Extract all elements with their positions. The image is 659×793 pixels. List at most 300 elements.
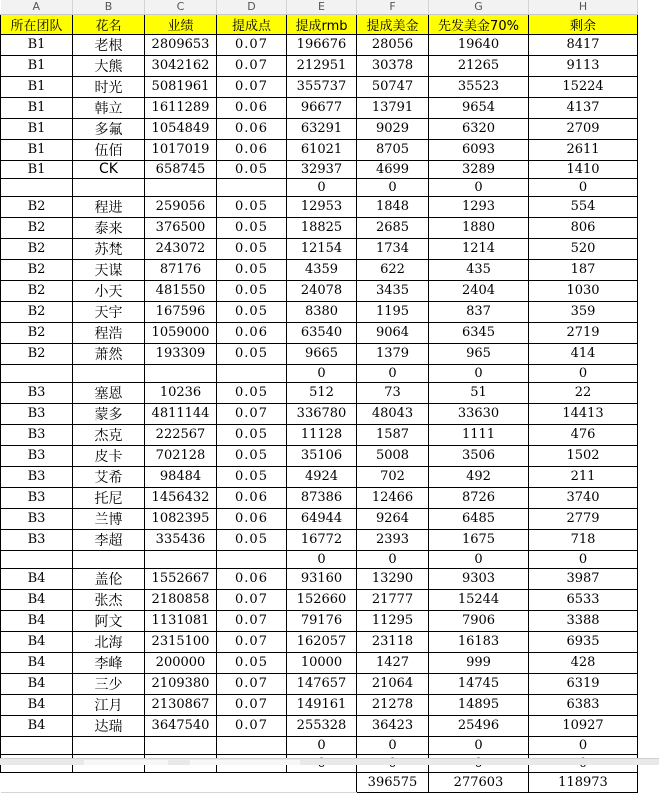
cell-remaining[interactable]: 211 <box>529 466 638 487</box>
cell-remaining[interactable]: 8417 <box>529 34 638 55</box>
cell-commission-usd[interactable]: 8705 <box>357 139 429 160</box>
cell-commission-usd[interactable]: 1379 <box>357 343 429 364</box>
cell-performance[interactable] <box>145 736 217 754</box>
cell-name[interactable]: 托尼 <box>73 487 145 508</box>
cell-commission-rmb[interactable]: 12953 <box>287 196 357 217</box>
cell-advance-usd[interactable]: 21265 <box>429 55 529 76</box>
cell-performance[interactable] <box>145 178 217 196</box>
cell-performance[interactable]: 3647540 <box>145 715 217 736</box>
cell-team[interactable]: B3 <box>1 487 73 508</box>
cell-remaining[interactable]: 6935 <box>529 631 638 652</box>
cell-performance[interactable]: 200000 <box>145 652 217 673</box>
cell-remaining[interactable]: 6383 <box>529 694 638 715</box>
cell-name[interactable]: 小天 <box>73 280 145 301</box>
cell-name[interactable]: 泰来 <box>73 217 145 238</box>
cell-advance-usd[interactable]: 965 <box>429 343 529 364</box>
cell-team[interactable] <box>1 550 73 568</box>
cell-commission-rmb[interactable]: 0 <box>287 550 357 568</box>
cell-team[interactable]: B1 <box>1 97 73 118</box>
cell-team[interactable]: B4 <box>1 631 73 652</box>
cell-performance[interactable]: 222567 <box>145 424 217 445</box>
cell-team[interactable]: B3 <box>1 382 73 403</box>
cell-name[interactable]: 江月 <box>73 694 145 715</box>
cell-advance-usd[interactable]: 1880 <box>429 217 529 238</box>
cell-remaining[interactable]: 0 <box>529 364 638 382</box>
cell-rate[interactable]: 0.07 <box>217 673 287 694</box>
cell-advance-usd[interactable]: 1214 <box>429 238 529 259</box>
cell-commission-rmb[interactable]: 79176 <box>287 610 357 631</box>
cell-commission-usd[interactable]: 1427 <box>357 652 429 673</box>
cell-commission-usd[interactable]: 12466 <box>357 487 429 508</box>
cell-commission-usd[interactable]: 21064 <box>357 673 429 694</box>
cell-commission-rmb[interactable]: 63291 <box>287 118 357 139</box>
cell-performance[interactable] <box>145 364 217 382</box>
cell-name[interactable]: 张杰 <box>73 589 145 610</box>
cell-performance[interactable]: 5081961 <box>145 76 217 97</box>
cell-name[interactable]: 时光 <box>73 76 145 97</box>
cell-remaining[interactable]: 2709 <box>529 118 638 139</box>
cell-commission-rmb[interactable]: 4359 <box>287 259 357 280</box>
cell-commission-rmb[interactable]: 11128 <box>287 424 357 445</box>
header-commission-rmb[interactable]: 提成rmb <box>287 14 357 34</box>
cell-rate[interactable]: 0.05 <box>217 424 287 445</box>
cell-performance[interactable]: 243072 <box>145 238 217 259</box>
cell-performance[interactable]: 259056 <box>145 196 217 217</box>
cell-team[interactable]: B2 <box>1 343 73 364</box>
cell-commission-rmb[interactable]: 35106 <box>287 445 357 466</box>
column-header[interactable]: G <box>429 0 529 14</box>
cell-commission-rmb[interactable]: 4924 <box>287 466 357 487</box>
cell-rate[interactable]: 0.07 <box>217 610 287 631</box>
cell-name[interactable]: 天宇 <box>73 301 145 322</box>
cell-advance-usd[interactable]: 35523 <box>429 76 529 97</box>
cell-rate[interactable]: 0.07 <box>217 403 287 424</box>
cell-advance-usd[interactable]: 0 <box>429 736 529 754</box>
cell-remaining[interactable]: 0 <box>529 736 638 754</box>
cell-advance-usd[interactable]: 6345 <box>429 322 529 343</box>
cell-commission-rmb[interactable]: 18825 <box>287 217 357 238</box>
cell-team[interactable]: B3 <box>1 529 73 550</box>
cell-rate[interactable]: 0.05 <box>217 382 287 403</box>
cell-name[interactable]: 李峰 <box>73 652 145 673</box>
cell-team[interactable]: B1 <box>1 160 73 178</box>
cell-performance[interactable]: 658745 <box>145 160 217 178</box>
cell-commission-rmb[interactable]: 212951 <box>287 55 357 76</box>
sheet-tab[interactable] <box>190 760 300 765</box>
cell-team[interactable]: B2 <box>1 301 73 322</box>
cell-performance[interactable]: 481550 <box>145 280 217 301</box>
cell-advance-usd[interactable]: 7906 <box>429 610 529 631</box>
cell-name[interactable]: 天谋 <box>73 259 145 280</box>
cell-commission-usd[interactable]: 622 <box>357 259 429 280</box>
cell-commission-rmb[interactable]: 10000 <box>287 652 357 673</box>
cell-name[interactable]: 苏梵 <box>73 238 145 259</box>
cell-commission-usd[interactable]: 1195 <box>357 301 429 322</box>
cell-rate[interactable]: 0.05 <box>217 160 287 178</box>
cell-advance-usd[interactable]: 14895 <box>429 694 529 715</box>
cell-commission-usd[interactable]: 13290 <box>357 568 429 589</box>
cell-remaining[interactable]: 428 <box>529 652 638 673</box>
cell-commission-usd[interactable]: 0 <box>357 178 429 196</box>
empty-cell[interactable] <box>287 772 357 792</box>
empty-cell[interactable] <box>217 772 287 792</box>
cell-commission-rmb[interactable]: 0 <box>287 364 357 382</box>
cell-team[interactable]: B3 <box>1 508 73 529</box>
cell-advance-usd[interactable]: 0 <box>429 550 529 568</box>
cell-remaining[interactable]: 2779 <box>529 508 638 529</box>
header-commission-usd[interactable]: 提成美金 <box>357 14 429 34</box>
cell-advance-usd[interactable]: 1293 <box>429 196 529 217</box>
cell-name[interactable]: 蒙多 <box>73 403 145 424</box>
cell-commission-rmb[interactable]: 162057 <box>287 631 357 652</box>
cell-commission-rmb[interactable]: 96677 <box>287 97 357 118</box>
cell-team[interactable]: B2 <box>1 238 73 259</box>
cell-remaining[interactable]: 9113 <box>529 55 638 76</box>
header-name[interactable]: 花名 <box>73 14 145 34</box>
cell-performance[interactable]: 1059000 <box>145 322 217 343</box>
cell-team[interactable] <box>1 178 73 196</box>
cell-team[interactable]: B3 <box>1 403 73 424</box>
cell-rate[interactable]: 0.06 <box>217 508 287 529</box>
cell-performance[interactable]: 702128 <box>145 445 217 466</box>
column-header[interactable]: C <box>145 0 217 14</box>
cell-remaining[interactable]: 3740 <box>529 487 638 508</box>
cell-name[interactable]: 大熊 <box>73 55 145 76</box>
cell-name[interactable]: 三少 <box>73 673 145 694</box>
cell-remaining[interactable]: 6533 <box>529 589 638 610</box>
cell-team[interactable]: B2 <box>1 280 73 301</box>
cell-name[interactable]: 韩立 <box>73 97 145 118</box>
cell-rate[interactable]: 0.07 <box>217 715 287 736</box>
cell-remaining[interactable]: 0 <box>529 550 638 568</box>
empty-cell[interactable] <box>1 772 73 792</box>
cell-rate[interactable]: 0.05 <box>217 217 287 238</box>
cell-commission-rmb[interactable]: 149161 <box>287 694 357 715</box>
cell-remaining[interactable]: 554 <box>529 196 638 217</box>
cell-advance-usd[interactable]: 8726 <box>429 487 529 508</box>
cell-remaining[interactable]: 10927 <box>529 715 638 736</box>
cell-team[interactable]: B1 <box>1 55 73 76</box>
cell-performance[interactable]: 98484 <box>145 466 217 487</box>
cell-remaining[interactable]: 520 <box>529 238 638 259</box>
cell-team[interactable]: B3 <box>1 466 73 487</box>
cell-performance[interactable]: 2130867 <box>145 694 217 715</box>
cell-team[interactable]: B4 <box>1 610 73 631</box>
cell-commission-usd[interactable]: 28056 <box>357 34 429 55</box>
cell-commission-rmb[interactable]: 8380 <box>287 301 357 322</box>
cell-team[interactable]: B4 <box>1 589 73 610</box>
cell-performance[interactable]: 1552667 <box>145 568 217 589</box>
cell-advance-usd[interactable]: 9654 <box>429 97 529 118</box>
cell-remaining[interactable]: 2611 <box>529 139 638 160</box>
cell-commission-usd[interactable]: 48043 <box>357 403 429 424</box>
cell-remaining[interactable]: 3987 <box>529 568 638 589</box>
cell-commission-rmb[interactable]: 355737 <box>287 76 357 97</box>
cell-performance[interactable]: 2809653 <box>145 34 217 55</box>
cell-name[interactable]: 达瑞 <box>73 715 145 736</box>
cell-advance-usd[interactable]: 6485 <box>429 508 529 529</box>
cell-rate[interactable]: 0.05 <box>217 445 287 466</box>
cell-rate[interactable]: 0.06 <box>217 322 287 343</box>
cell-performance[interactable]: 4811144 <box>145 403 217 424</box>
empty-cell[interactable] <box>73 772 145 792</box>
cell-advance-usd[interactable]: 16183 <box>429 631 529 652</box>
cell-commission-usd[interactable]: 1848 <box>357 196 429 217</box>
cell-remaining[interactable]: 14413 <box>529 403 638 424</box>
cell-team[interactable]: B2 <box>1 196 73 217</box>
cell-rate[interactable]: 0.05 <box>217 280 287 301</box>
cell-commission-rmb[interactable]: 336780 <box>287 403 357 424</box>
cell-advance-usd[interactable]: 3506 <box>429 445 529 466</box>
cell-advance-usd[interactable]: 15244 <box>429 589 529 610</box>
cell-performance[interactable]: 87176 <box>145 259 217 280</box>
cell-commission-usd[interactable]: 9064 <box>357 322 429 343</box>
cell-advance-usd[interactable]: 1111 <box>429 424 529 445</box>
cell-advance-usd[interactable]: 3289 <box>429 160 529 178</box>
header-team[interactable]: 所在团队 <box>1 14 73 34</box>
cell-rate[interactable]: 0.05 <box>217 529 287 550</box>
cell-name[interactable]: 伍佰 <box>73 139 145 160</box>
cell-commission-rmb[interactable]: 32937 <box>287 160 357 178</box>
cell-rate[interactable]: 0.05 <box>217 196 287 217</box>
cell-name[interactable]: 艾希 <box>73 466 145 487</box>
cell-commission-usd[interactable]: 2393 <box>357 529 429 550</box>
cell-name[interactable] <box>73 178 145 196</box>
cell-remaining[interactable]: 4137 <box>529 97 638 118</box>
cell-remaining[interactable]: 2719 <box>529 322 638 343</box>
cell-performance[interactable]: 1131081 <box>145 610 217 631</box>
cell-performance[interactable]: 10236 <box>145 382 217 403</box>
cell-commission-usd[interactable]: 73 <box>357 382 429 403</box>
cell-remaining[interactable]: 806 <box>529 217 638 238</box>
cell-remaining[interactable]: 476 <box>529 424 638 445</box>
cell-advance-usd[interactable]: 1675 <box>429 529 529 550</box>
cell-remaining[interactable]: 15224 <box>529 76 638 97</box>
cell-team[interactable]: B4 <box>1 568 73 589</box>
cell-remaining[interactable]: 359 <box>529 301 638 322</box>
cell-commission-usd[interactable]: 0 <box>357 550 429 568</box>
cell-rate[interactable]: 0.05 <box>217 259 287 280</box>
cell-commission-usd[interactable]: 0 <box>357 364 429 382</box>
cell-remaining[interactable]: 1410 <box>529 160 638 178</box>
cell-rate[interactable] <box>217 364 287 382</box>
cell-commission-usd[interactable]: 21777 <box>357 589 429 610</box>
cell-remaining[interactable]: 187 <box>529 259 638 280</box>
cell-commission-usd[interactable]: 0 <box>357 736 429 754</box>
cell-team[interactable]: B3 <box>1 445 73 466</box>
cell-performance[interactable]: 376500 <box>145 217 217 238</box>
cell-rate[interactable]: 0.07 <box>217 34 287 55</box>
header-rate[interactable]: 提成点 <box>217 14 287 34</box>
cell-remaining[interactable]: 0 <box>529 178 638 196</box>
cell-commission-rmb[interactable]: 63540 <box>287 322 357 343</box>
cell-rate[interactable]: 0.07 <box>217 589 287 610</box>
header-performance[interactable]: 业绩 <box>145 14 217 34</box>
cell-team[interactable]: B1 <box>1 118 73 139</box>
cell-commission-rmb[interactable]: 61021 <box>287 139 357 160</box>
cell-team[interactable]: B1 <box>1 76 73 97</box>
cell-name[interactable]: 程浩 <box>73 322 145 343</box>
cell-team[interactable]: B3 <box>1 424 73 445</box>
cell-rate[interactable]: 0.07 <box>217 694 287 715</box>
cell-rate[interactable]: 0.06 <box>217 97 287 118</box>
cell-rate[interactable] <box>217 736 287 754</box>
cell-name[interactable]: 阿文 <box>73 610 145 631</box>
cell-performance[interactable]: 167596 <box>145 301 217 322</box>
cell-name[interactable]: 皮卡 <box>73 445 145 466</box>
column-header[interactable]: F <box>357 0 429 14</box>
total-advance-usd[interactable]: 277603 <box>429 772 529 792</box>
cell-name[interactable]: 北海 <box>73 631 145 652</box>
cell-rate[interactable]: 0.06 <box>217 139 287 160</box>
cell-name[interactable]: 杰克 <box>73 424 145 445</box>
cell-team[interactable]: B2 <box>1 217 73 238</box>
cell-rate[interactable]: 0.06 <box>217 487 287 508</box>
cell-commission-rmb[interactable]: 12154 <box>287 238 357 259</box>
cell-commission-usd[interactable]: 3435 <box>357 280 429 301</box>
cell-rate[interactable]: 0.05 <box>217 652 287 673</box>
cell-advance-usd[interactable]: 6093 <box>429 139 529 160</box>
cell-team[interactable] <box>1 364 73 382</box>
cell-commission-usd[interactable]: 36423 <box>357 715 429 736</box>
cell-name[interactable]: 多氟 <box>73 118 145 139</box>
column-header[interactable]: D <box>217 0 287 14</box>
cell-team[interactable]: B1 <box>1 139 73 160</box>
column-header[interactable]: A <box>1 0 73 14</box>
cell-commission-usd[interactable]: 50747 <box>357 76 429 97</box>
cell-team[interactable]: B2 <box>1 259 73 280</box>
cell-team[interactable]: B4 <box>1 673 73 694</box>
cell-commission-rmb[interactable]: 64944 <box>287 508 357 529</box>
cell-name[interactable]: 萧然 <box>73 343 145 364</box>
cell-performance[interactable]: 1017019 <box>145 139 217 160</box>
cell-advance-usd[interactable]: 0 <box>429 178 529 196</box>
cell-commission-usd[interactable]: 11295 <box>357 610 429 631</box>
cell-commission-rmb[interactable]: 152660 <box>287 589 357 610</box>
cell-remaining[interactable]: 3388 <box>529 610 638 631</box>
header-advance-usd[interactable]: 先发美金70% <box>429 14 529 34</box>
cell-rate[interactable]: 0.07 <box>217 55 287 76</box>
cell-performance[interactable]: 193309 <box>145 343 217 364</box>
cell-performance[interactable]: 1082395 <box>145 508 217 529</box>
column-header[interactable]: B <box>73 0 145 14</box>
cell-performance[interactable]: 1054849 <box>145 118 217 139</box>
cell-advance-usd[interactable]: 19640 <box>429 34 529 55</box>
cell-commission-usd[interactable]: 1734 <box>357 238 429 259</box>
cell-commission-usd[interactable]: 5008 <box>357 445 429 466</box>
cell-commission-rmb[interactable]: 87386 <box>287 487 357 508</box>
cell-performance[interactable]: 2109380 <box>145 673 217 694</box>
cell-rate[interactable]: 0.05 <box>217 466 287 487</box>
cell-name[interactable]: 老根 <box>73 34 145 55</box>
cell-name[interactable] <box>73 550 145 568</box>
cell-commission-usd[interactable]: 9264 <box>357 508 429 529</box>
cell-commission-usd[interactable]: 30378 <box>357 55 429 76</box>
sheet-tab[interactable] <box>84 760 168 765</box>
cell-rate[interactable]: 0.07 <box>217 631 287 652</box>
cell-rate[interactable]: 0.07 <box>217 76 287 97</box>
cell-team[interactable] <box>1 736 73 754</box>
cell-commission-rmb[interactable]: 9665 <box>287 343 357 364</box>
cell-commission-rmb[interactable]: 24078 <box>287 280 357 301</box>
cell-remaining[interactable]: 1030 <box>529 280 638 301</box>
cell-commission-rmb[interactable]: 196676 <box>287 34 357 55</box>
cell-commission-usd[interactable]: 2685 <box>357 217 429 238</box>
cell-remaining[interactable]: 414 <box>529 343 638 364</box>
column-header[interactable]: E <box>287 0 357 14</box>
cell-remaining[interactable]: 6319 <box>529 673 638 694</box>
cell-advance-usd[interactable]: 14745 <box>429 673 529 694</box>
cell-advance-usd[interactable]: 837 <box>429 301 529 322</box>
cell-commission-rmb[interactable]: 0 <box>287 178 357 196</box>
cell-commission-rmb[interactable]: 16772 <box>287 529 357 550</box>
cell-name[interactable]: 兰博 <box>73 508 145 529</box>
cell-commission-usd[interactable]: 4699 <box>357 160 429 178</box>
cell-advance-usd[interactable]: 435 <box>429 259 529 280</box>
cell-advance-usd[interactable]: 2404 <box>429 280 529 301</box>
cell-advance-usd[interactable]: 999 <box>429 652 529 673</box>
cell-advance-usd[interactable]: 0 <box>429 364 529 382</box>
cell-performance[interactable]: 2315100 <box>145 631 217 652</box>
cell-name[interactable] <box>73 736 145 754</box>
cell-team[interactable]: B4 <box>1 694 73 715</box>
cell-commission-usd[interactable]: 23118 <box>357 631 429 652</box>
cell-commission-usd[interactable]: 21278 <box>357 694 429 715</box>
cell-advance-usd[interactable]: 492 <box>429 466 529 487</box>
cell-name[interactable]: 程进 <box>73 196 145 217</box>
cell-performance[interactable]: 2180858 <box>145 589 217 610</box>
cell-remaining[interactable]: 22 <box>529 382 638 403</box>
cell-commission-usd[interactable]: 1587 <box>357 424 429 445</box>
header-remaining[interactable]: 剩余 <box>529 14 638 34</box>
cell-performance[interactable] <box>145 550 217 568</box>
cell-name[interactable] <box>73 364 145 382</box>
cell-commission-rmb[interactable]: 93160 <box>287 568 357 589</box>
cell-rate[interactable]: 0.05 <box>217 343 287 364</box>
cell-advance-usd[interactable]: 9303 <box>429 568 529 589</box>
cell-rate[interactable]: 0.05 <box>217 301 287 322</box>
cell-performance[interactable]: 1456432 <box>145 487 217 508</box>
cell-commission-rmb[interactable]: 0 <box>287 736 357 754</box>
cell-commission-usd[interactable]: 9029 <box>357 118 429 139</box>
cell-team[interactable]: B4 <box>1 652 73 673</box>
cell-commission-rmb[interactable]: 512 <box>287 382 357 403</box>
total-usd[interactable]: 396575 <box>357 772 429 792</box>
cell-advance-usd[interactable]: 51 <box>429 382 529 403</box>
cell-team[interactable]: B2 <box>1 322 73 343</box>
cell-rate[interactable]: 0.06 <box>217 118 287 139</box>
cell-team[interactable]: B4 <box>1 715 73 736</box>
cell-team[interactable]: B1 <box>1 34 73 55</box>
column-header[interactable]: H <box>529 0 638 14</box>
total-remaining[interactable]: 118973 <box>529 772 638 792</box>
cell-rate[interactable] <box>217 550 287 568</box>
cell-rate[interactable]: 0.06 <box>217 568 287 589</box>
cell-performance[interactable]: 3042162 <box>145 55 217 76</box>
cell-name[interactable]: 塞恩 <box>73 382 145 403</box>
cell-rate[interactable]: 0.05 <box>217 238 287 259</box>
cell-remaining[interactable]: 718 <box>529 529 638 550</box>
cell-performance[interactable]: 1611289 <box>145 97 217 118</box>
empty-cell[interactable] <box>145 772 217 792</box>
cell-advance-usd[interactable]: 25496 <box>429 715 529 736</box>
cell-name[interactable]: 盖伦 <box>73 568 145 589</box>
cell-remaining[interactable]: 1502 <box>529 445 638 466</box>
cell-advance-usd[interactable]: 33630 <box>429 403 529 424</box>
cell-name[interactable]: CK <box>73 160 145 178</box>
cell-name[interactable]: 李超 <box>73 529 145 550</box>
cell-rate[interactable] <box>217 178 287 196</box>
